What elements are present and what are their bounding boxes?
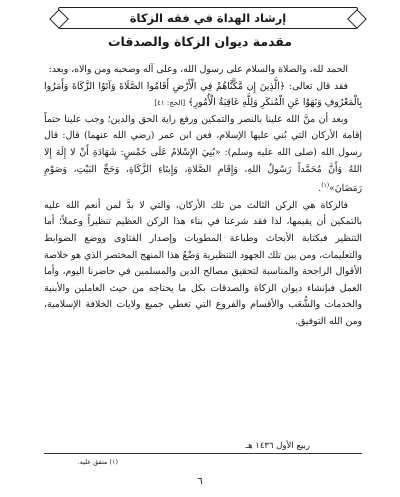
paragraph-3-text: وبعد أن منَّ الله علينا بالنصر والتمكين ورفع راية الحق والدين؛ وجب علينا حتماً إقامة الأركان التي بُني عليها الإسلام، فعن ابن عمر (رضي الله عنهما) قال: قال رسول الله (صلى الله عليه وسلم): «بُنِيَ الإِسْلامُ عَلَى خَمْسٍ: شَهَادَةِ أَنْ لا إِلَهَ إِلا اللهُ وَأَنَّ مُحَمَّداً رَسُولُ اللهِ، وَإِقَامِ الصَّلاةِ، وَإِيتَاءِ الزَّكَاةِ، وَحَجِّ البَيْتِ، وَصَوْمِ رَمَضَانَ» bbox=[44, 113, 362, 195]
page-number: ٦ bbox=[197, 476, 203, 487]
paragraph-1: الحمد لله، والصلاة والسلام على رسول الله، وعلى آله وصحبه ومن والاه، وبعد: bbox=[48, 64, 348, 75]
date-line: ربيع الأول ١٤٣٦ هـ bbox=[245, 441, 310, 451]
paragraph-4: فالزكاة هي الركن الثالث من تلك الأركان، والتي لا بدَّ لمن أنعم الله عليه بالتمكين أن يقيمها، لذا فقد شرعنا في بناء هذا الركن العظيم تنظيراً وعملاً؛ أما التنظير فبكتابة الأبحاث وطباعة المطويات وإصدار الفتاوى ووضع الضوابط والتعليمات، ومن بين تلك الجهود التنظيرية وَضْعُ هذا المنهج المختصر الذي هو خلاصة الأقوال الراجحة والمناسبة لتحقيق مصالح الدين والمسلمين في حاضرنا اليوم، وأما العمل فبإنشاء ديوان الزكاة والصدقات بكل ما يحتاجه من حيث العاملين والأبنية والخدمات والشُّعَب والأقسام والفروع التي تغطي جميع ولايات الخلافة الإسلامية، ومن الله التوفيق. bbox=[44, 199, 362, 327]
body-text bbox=[44, 62, 362, 331]
section-title: مقدمة ديوان الزكاة والصدقات bbox=[107, 34, 293, 49]
footnote-marker: (١) bbox=[321, 182, 330, 190]
verse-reference: [الحج: ٤١] bbox=[154, 99, 186, 108]
footnote-separator bbox=[44, 453, 362, 454]
running-header bbox=[58, 3, 358, 33]
running-title: إرشاد الهداة في فقه الزكاة bbox=[124, 11, 293, 25]
paragraph-2 bbox=[44, 79, 362, 112]
footnote: (١) متفق عليه. bbox=[77, 458, 118, 466]
quran-verse: ﴿الَّذِينَ إِن مَّكَّنَّاهُمْ فِي الْأَرْضِ أَقَامُوا الصَّلَاةَ وَآتَوُا الزَّكَاةَ وَأَمَرُوا بِالْمَعْرُوفِ وَنَهَوْا عَنِ الْمُنكَرِ وَلِلَّهِ عَاقِبَةُ الْأُمُورِ﴾ bbox=[44, 80, 362, 109]
verse-intro: فقد قال تعالى: bbox=[285, 80, 348, 92]
paragraph-3: وبعد أن منَّ الله علينا بالنصر والتمكين ورفع راية الحق والدين؛ وجب علينا حتماً إقامة الأركان التي بُني عليها الإسلام، فعن ابن عمر (رضي الله عنهما) قال: قال رسول الله (صلى الله عليه وسلم): «بُنِيَ الإِسْلامُ عَلَى خَمْسٍ: شَهَادَةِ أَنْ لا إِلَهَ إِلا اللهُ وَأَنَّ مُحَمَّداً رَسُولُ اللهِ، وَإِقَامِ الصَّلاةِ، وَإِيتَاءِ الزَّكَاةِ، وَحَجِّ البَيْتِ، وَصَوْمِ رَمَضَانَ»$^{(١)}$. bbox=[44, 113, 362, 195]
